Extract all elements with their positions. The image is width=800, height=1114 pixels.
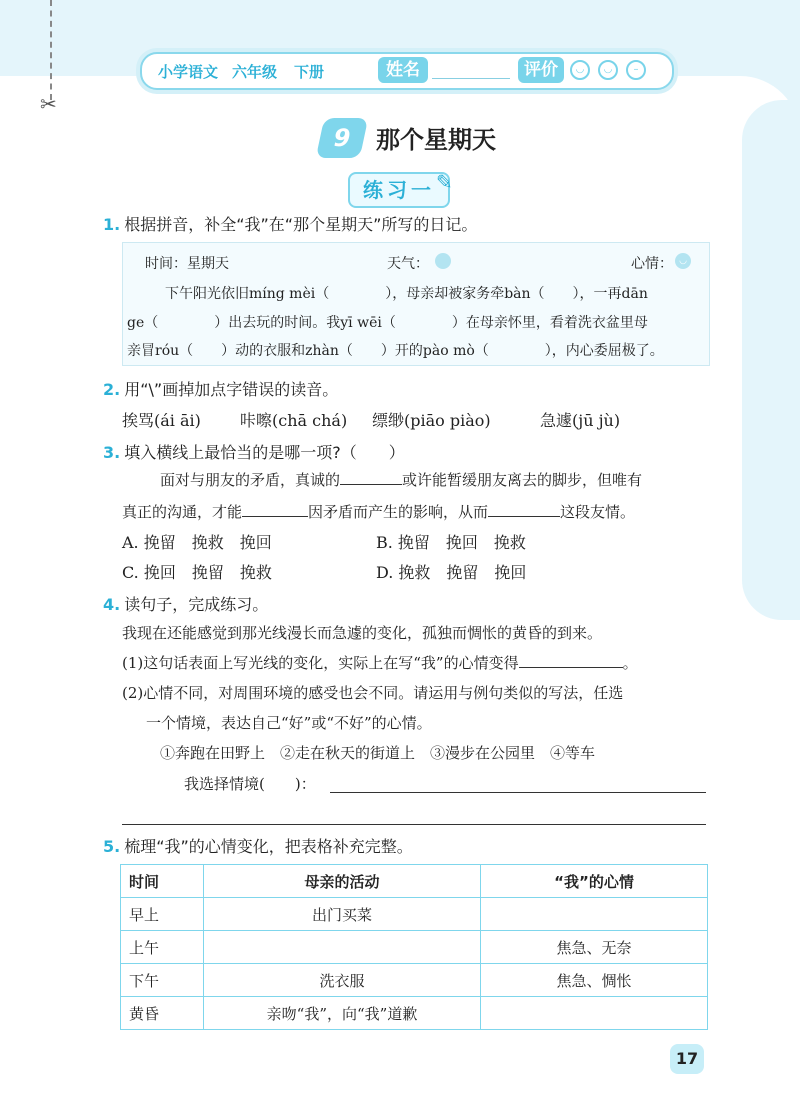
diary-mood-label: 心情： — [631, 256, 673, 272]
table-cell: 上午 — [121, 931, 204, 964]
passage-text: 或许能暂缓朋友离去的脚步，但唯有 — [402, 471, 643, 489]
mood-table — [120, 864, 708, 1030]
lesson-number-badge: 9 — [316, 118, 369, 158]
neutral-face-icon[interactable]: – — [626, 60, 646, 80]
pinyin-item-2[interactable]: 咔嚓(chā chá) — [240, 411, 348, 430]
passage-text: 这段友情。 — [560, 503, 636, 521]
q4-sub-1 — [122, 652, 638, 673]
blank-3[interactable] — [488, 516, 560, 517]
answer-line-2[interactable] — [122, 804, 706, 825]
option-b[interactable]: B. 挽留 挽回 挽救 — [376, 533, 526, 552]
happy-face-icon[interactable]: ◡ — [570, 60, 590, 80]
column-header: “我”的心情 — [481, 865, 708, 898]
q4-sentence: 我现在还能感觉到那光线漫长而急遽的变化，孤独而惆怅的黄昏的到来。 — [122, 624, 603, 642]
smile-face-icon[interactable]: ◡ — [598, 60, 618, 80]
table-cell: 洗衣服 — [204, 964, 481, 997]
question-prompt: 用“\”画掉加点字错误的读音。 — [124, 380, 339, 399]
sub-question-end: 。 — [622, 654, 638, 672]
question-number: 3. — [103, 443, 121, 462]
question-1 — [103, 212, 477, 235]
pinyin-item-1[interactable]: 挨骂(ái āi) — [122, 411, 201, 430]
blank-1[interactable] — [340, 484, 402, 485]
header-bar — [140, 52, 674, 90]
scissors-icon: ✂ — [40, 92, 57, 116]
exercise-label: 练习一 — [348, 172, 450, 208]
table-cell: 亲吻“我”，向“我”道歉 — [204, 997, 481, 1030]
table-cell: 早上 — [121, 898, 204, 931]
answer-line-1[interactable] — [330, 772, 706, 793]
blank-2[interactable] — [242, 516, 308, 517]
right-side-band — [742, 100, 800, 620]
question-number: 4. — [103, 595, 121, 614]
q4-sub-2-line-1: (2)心情不同，对周围环境的感受也会不同。请运用与例句类似的写法，任选 — [122, 684, 624, 702]
question-number: 1. — [103, 215, 121, 234]
diary-line-1: 下午阳光依旧míng mèi（ ），母亲却被家务牵bàn（ ），一再dān — [165, 286, 648, 302]
question-prompt: 梳理“我”的心情变化，把表格补充完整。 — [124, 837, 413, 856]
question-prompt: 根据拼音，补全“我”在“那个星期天”所写的日记。 — [124, 215, 478, 234]
subject-label: 小学语文 — [158, 63, 219, 81]
diary-line-3: 亲冒róu（ ）动的衣服和zhàn（ ）开的pào mò（ ），内心委屈极了。 — [127, 343, 664, 359]
q3-passage-line-1 — [160, 469, 642, 490]
q4-choose-label: 我选择情境( )： — [184, 775, 316, 793]
column-header: 时间 — [121, 865, 204, 898]
term-label: 下册 — [294, 63, 325, 81]
sub-question-text: (1)这句话表面上写光线的变化，实际上在写“我”的心情变得 — [122, 654, 519, 672]
question-2 — [103, 377, 338, 400]
question-5 — [103, 834, 413, 857]
passage-text: 面对与朋友的矛盾，真诚的 — [160, 471, 341, 489]
table-row — [121, 898, 708, 931]
table-cell: 焦急、惆怅 — [481, 964, 708, 997]
table-row — [121, 931, 708, 964]
diary-line-2: ge（ ）出去玩的时间。我yī wēi（ ）在母亲怀里，看着洗衣盆里母 — [127, 315, 648, 331]
table-row — [121, 997, 708, 1030]
diary-time: 时间：星期天 — [145, 256, 229, 272]
name-field[interactable] — [432, 78, 510, 79]
table-row — [121, 964, 708, 997]
mood-icon[interactable]: ◡ — [675, 253, 691, 269]
diary-box — [122, 242, 710, 366]
mood-answer-blank[interactable] — [519, 667, 623, 668]
name-label: 姓名 — [378, 57, 428, 83]
question-number: 5. — [103, 837, 121, 856]
pinyin-item-3[interactable]: 缥缈(piāo piào) — [372, 411, 491, 430]
option-a[interactable]: A. 挽留 挽救 挽回 — [122, 533, 272, 552]
rating-label: 评价 — [518, 57, 564, 83]
question-prompt: 填入横线上最恰当的是哪一项?（ ） — [124, 443, 405, 462]
table-cell-blank[interactable] — [481, 898, 708, 931]
column-header: 母亲的活动 — [204, 865, 481, 898]
question-number: 2. — [103, 380, 121, 399]
option-d[interactable]: D. 挽救 挽留 挽回 — [376, 563, 527, 582]
table-cell: 出门买菜 — [204, 898, 481, 931]
lesson-title: 那个星期天 — [376, 126, 496, 154]
cut-line — [50, 0, 52, 100]
question-3 — [103, 440, 405, 463]
passage-text: 真正的沟通，才能 — [122, 503, 243, 521]
table-cell-blank[interactable] — [204, 931, 481, 964]
table-cell: 下午 — [121, 964, 204, 997]
q4-sub-2-line-2: 一个情境，表达自己“好”或“不好”的心情。 — [146, 714, 432, 732]
table-cell: 黄昏 — [121, 997, 204, 1030]
option-c[interactable]: C. 挽回 挽留 挽救 — [122, 563, 272, 582]
weather-icon[interactable] — [435, 253, 451, 269]
grade-label: 六年级 — [232, 63, 278, 81]
table-header-row — [121, 865, 708, 898]
diary-weather-label: 天气： — [387, 256, 429, 272]
pencil-icon: ✎ — [436, 170, 453, 194]
page-number: 17 — [670, 1044, 704, 1074]
question-4 — [103, 592, 268, 615]
table-cell: 焦急、无奈 — [481, 931, 708, 964]
table-cell-blank[interactable] — [481, 997, 708, 1030]
question-prompt: 读句子，完成练习。 — [124, 595, 269, 614]
q4-scenario-options: ①奔跑在田野上 ②走在秋天的街道上 ③漫步在公园里 ④等车 — [160, 744, 596, 762]
pinyin-item-4[interactable]: 急遽(jū jù) — [540, 411, 621, 430]
q3-passage-line-2 — [122, 501, 635, 522]
passage-text: 因矛盾而产生的影响，从而 — [308, 503, 489, 521]
